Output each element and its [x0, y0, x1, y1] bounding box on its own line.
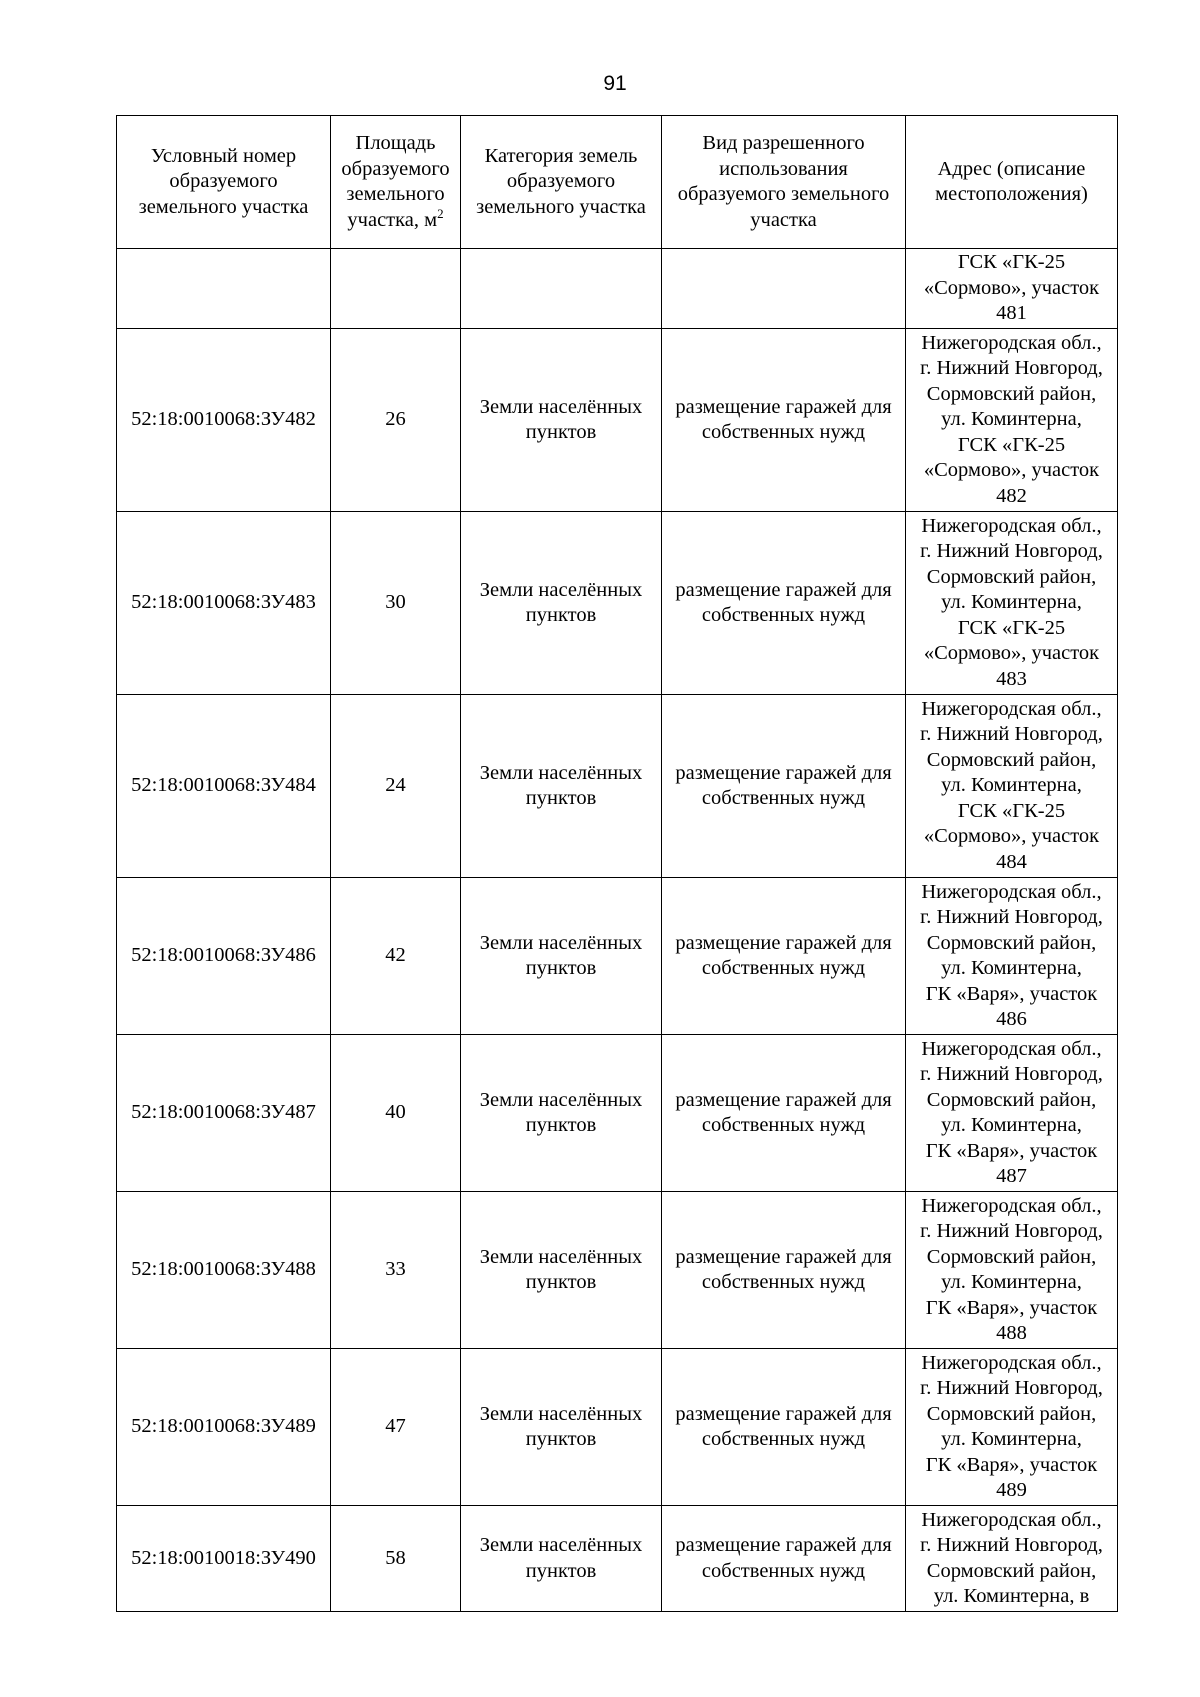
- table-row: [117, 1506, 1118, 1612]
- cell-area: 30: [331, 512, 461, 695]
- cell-address: [906, 512, 1118, 695]
- cell-number: 52:18:0010068:ЗУ484: [117, 695, 331, 878]
- address-line: ул. Коминтерна,: [941, 774, 1082, 797]
- cell-number: [117, 249, 331, 329]
- cell-category: Земли населённых пунктов: [461, 1035, 662, 1192]
- cell-number: 52:18:0010068:ЗУ486: [117, 878, 331, 1035]
- cell-use: [662, 249, 906, 329]
- page-number: 91: [603, 72, 627, 95]
- cell-address: [906, 1192, 1118, 1349]
- cell-number: 52:18:0010068:ЗУ482: [117, 329, 331, 512]
- address-line: 484: [996, 850, 1027, 873]
- table-row: [117, 329, 1118, 512]
- address-line: ул. Коминтерна,: [941, 1428, 1082, 1450]
- address-line: «Сормово», участок: [923, 459, 1100, 482]
- address-line: ул. Коминтерна, в: [933, 1585, 1090, 1607]
- cell-area: 42: [331, 878, 461, 1035]
- cell-area: 47: [331, 1349, 461, 1506]
- address-line: Сормовский район,: [926, 382, 1097, 405]
- address-line: ул. Коминтерна,: [941, 957, 1082, 979]
- cell-address: [906, 329, 1118, 512]
- address-line: г. Нижний Новгород,: [920, 357, 1103, 380]
- address-line: г. Нижний Новгород,: [920, 540, 1103, 563]
- address-line: Сормовский район,: [926, 931, 1097, 954]
- cell-use: размещение гаражей для собственных нужд: [662, 1349, 906, 1506]
- header-area: [331, 116, 461, 249]
- address-line: Сормовский район,: [926, 1402, 1097, 1425]
- address-line: «Сормово», участок: [923, 642, 1100, 665]
- address-line: 483: [996, 667, 1027, 690]
- table-body: [117, 249, 1118, 1612]
- header-number: Условный номер образуемого земельного участка: [117, 116, 331, 249]
- address-line: г. Нижний Новгород,: [920, 1063, 1103, 1085]
- land-plots-table: [116, 115, 1118, 1612]
- address-line: Нижегородская обл.,: [921, 514, 1102, 537]
- address-line: ГСК «ГК-25: [957, 251, 1066, 274]
- address-line: г. Нижний Новгород,: [920, 906, 1103, 928]
- cell-number: 52:18:0010068:ЗУ483: [117, 512, 331, 695]
- cell-address: [906, 1506, 1118, 1612]
- cell-category: Земли населённых пунктов: [461, 329, 662, 512]
- address-line: Нижегородская обл.,: [921, 331, 1102, 354]
- address-line: ГСК «ГК-25: [957, 616, 1066, 639]
- cell-category: Земли населённых пунктов: [461, 695, 662, 878]
- address-line: 481: [996, 302, 1027, 325]
- cell-use: размещение гаражей для собственных нужд: [662, 1506, 906, 1612]
- cell-use: размещение гаражей для собственных нужд: [662, 1192, 906, 1349]
- address-line: Нижегородская обл.,: [921, 1351, 1102, 1374]
- cell-address: [906, 249, 1118, 329]
- cell-use: размещение гаражей для собственных нужд: [662, 512, 906, 695]
- cell-area: 26: [331, 329, 461, 512]
- address-line: ГК «Варя», участок: [925, 1139, 1098, 1162]
- address-line: ГК «Варя», участок: [925, 1296, 1098, 1319]
- cell-use: размещение гаражей для собственных нужд: [662, 329, 906, 512]
- cell-category: Земли населённых пунктов: [461, 1349, 662, 1506]
- table-header-row: [117, 116, 1118, 249]
- address-line: 489: [996, 1479, 1027, 1501]
- address-line: Нижегородская обл.,: [921, 880, 1102, 903]
- address-line: Сормовский район,: [926, 565, 1097, 588]
- cell-number: 52:18:0010018:ЗУ490: [117, 1506, 331, 1612]
- cell-area: 33: [331, 1192, 461, 1349]
- cell-category: [461, 249, 662, 329]
- cell-category: Земли населённых пунктов: [461, 1192, 662, 1349]
- table-row: [117, 1349, 1118, 1506]
- header-category: Категория земель образуемого земельного участка: [461, 116, 662, 249]
- address-line: 486: [996, 1008, 1027, 1030]
- cell-area: 40: [331, 1035, 461, 1192]
- table-row: [117, 695, 1118, 878]
- address-line: Сормовский район,: [926, 1245, 1097, 1268]
- address-line: ГК «Варя», участок: [925, 1453, 1098, 1476]
- address-line: г. Нижний Новгород,: [920, 1534, 1103, 1556]
- address-line: ул. Коминтерна,: [941, 1271, 1082, 1293]
- address-line: г. Нижний Новгород,: [920, 723, 1103, 746]
- cell-category: Земли населённых пунктов: [461, 1506, 662, 1612]
- address-line: Нижегородская обл.,: [921, 1194, 1102, 1217]
- cell-address: [906, 1349, 1118, 1506]
- table-row: [117, 512, 1118, 695]
- address-line: ГСК «ГК-25: [957, 799, 1066, 822]
- address-line: «Сормово», участок: [923, 825, 1100, 848]
- header-area-superscript: 2: [437, 205, 444, 221]
- address-line: ул. Коминтерна,: [941, 1114, 1082, 1136]
- header-use: Вид разрешенного использования образуемого земельного участка: [662, 116, 906, 249]
- address-line: 488: [996, 1322, 1027, 1344]
- cell-category: Земли населённых пунктов: [461, 512, 662, 695]
- cell-use: размещение гаражей для собственных нужд: [662, 1035, 906, 1192]
- address-line: ГК «Варя», участок: [925, 982, 1098, 1005]
- cell-address: [906, 878, 1118, 1035]
- cell-category: Земли населённых пунктов: [461, 878, 662, 1035]
- address-line: 487: [996, 1165, 1027, 1187]
- cell-area: [331, 249, 461, 329]
- cell-address: [906, 1035, 1118, 1192]
- table-row: [117, 878, 1118, 1035]
- address-line: Нижегородская обл.,: [921, 1508, 1102, 1531]
- table-row: [117, 1035, 1118, 1192]
- address-line: Нижегородская обл.,: [921, 697, 1102, 720]
- address-line: Сормовский район,: [926, 1088, 1097, 1111]
- header-address: Адрес (описание местоположения): [906, 116, 1118, 249]
- address-line: ул. Коминтерна,: [941, 408, 1082, 431]
- cell-use: размещение гаражей для собственных нужд: [662, 878, 906, 1035]
- address-line: ул. Коминтерна,: [941, 591, 1082, 614]
- cell-number: 52:18:0010068:ЗУ488: [117, 1192, 331, 1349]
- cell-area: 58: [331, 1506, 461, 1612]
- cell-address: [906, 695, 1118, 878]
- address-line: Сормовский район,: [926, 748, 1097, 771]
- table-row-continuation: [117, 249, 1118, 329]
- address-line: Нижегородская обл.,: [921, 1037, 1102, 1060]
- address-line: «Сормово», участок: [923, 276, 1100, 299]
- address-line: г. Нижний Новгород,: [920, 1377, 1103, 1399]
- address-line: Сормовский район,: [926, 1559, 1097, 1582]
- address-line: 482: [996, 484, 1027, 507]
- table-row: [117, 1192, 1118, 1349]
- cell-area: 24: [331, 695, 461, 878]
- header-area-label: Площадь образуемого земельного участка, м: [341, 132, 450, 231]
- cell-use: размещение гаражей для собственных нужд: [662, 695, 906, 878]
- address-line: ГСК «ГК-25: [957, 433, 1066, 456]
- cell-number: 52:18:0010068:ЗУ489: [117, 1349, 331, 1506]
- address-line: г. Нижний Новгород,: [920, 1220, 1103, 1242]
- cell-number: 52:18:0010068:ЗУ487: [117, 1035, 331, 1192]
